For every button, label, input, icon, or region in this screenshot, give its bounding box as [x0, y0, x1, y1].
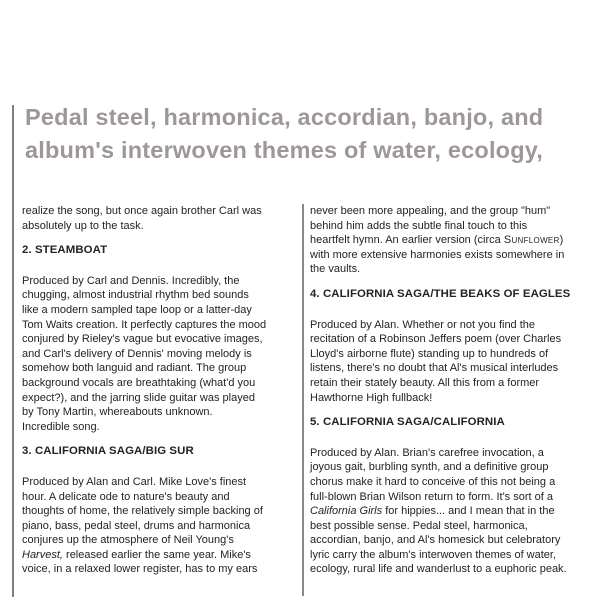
small-caps-album-title: Sunflower — [503, 234, 560, 247]
text-line: retain their stately beauty. All this from a former — [310, 376, 540, 389]
text-line: Tom Waits creation. It perfectly captures the mood — [22, 318, 267, 331]
text-line: chorus make it hard to conceive of this not being a — [310, 475, 556, 488]
text-line: ecology, rural life and wanderlust to a euphoric peak. — [310, 563, 567, 576]
text-line: the vaults. — [310, 263, 361, 276]
paragraph — [310, 204, 600, 277]
column-divider-rule — [302, 204, 304, 596]
text-line: voice, in a relaxed lower register, has to my ears — [22, 563, 258, 576]
text-line: with more extensive harmonies exists somewhere in — [310, 248, 565, 261]
text-line: behind him adds the subtle final touch to this — [310, 219, 528, 232]
text-line: listens, there's no doubt that Al's musical interludes — [310, 362, 559, 375]
text-line: thoughts of home, the relatively simple backing of — [22, 505, 263, 518]
text-line: Produced by Alan. Brian's carefree invocation, a — [310, 446, 544, 459]
italic-title: Harvest, — [22, 548, 63, 561]
text-line: by Tony Martin, whereabouts unknown. — [22, 406, 213, 419]
paragraph — [22, 475, 292, 577]
text-line: piano, bass, pedal steel, drums and harmonica — [22, 519, 251, 532]
text-line: Hawthorne High fullback! — [310, 391, 433, 404]
text-line: conjures up the atmosphere of Neil Young's — [22, 534, 234, 547]
text-column-left — [22, 204, 292, 587]
text-line: joyous gait, burbling synth, and a definitive group — [310, 461, 549, 474]
text-line: absolutely up to the task. — [22, 219, 144, 232]
paragraph — [22, 274, 292, 435]
paragraph — [310, 318, 600, 406]
text-line: accordian, banjo, and Al's homesick but celebratory — [310, 534, 561, 547]
song-heading: 5. CALIFORNIA SAGA/CALIFORNIA — [310, 416, 505, 429]
text-line: best possible sense. Pedal steel, harmonica, — [310, 519, 528, 532]
text-line: hour. A delicate ode to nature's beauty and — [22, 490, 230, 503]
headline-line-2: album's interwoven themes of water, ecology, — [25, 137, 544, 163]
text-line: and Carl's delivery of Dennis' moving melody is — [22, 347, 252, 360]
text-column-right — [310, 204, 600, 587]
text-line: Lloyd's airborne flute) standing up to hundreds of — [310, 347, 549, 360]
text-line: never been more appealing, and the group "hum" — [310, 205, 551, 217]
text-line: conjured by Rieley's vague but evocative images, — [22, 333, 263, 346]
text-line: lyric carry the album's interwoven themes of water, — [310, 548, 557, 561]
text-line: Produced by Carl and Dennis. Incredibly, the — [22, 274, 240, 287]
text-line: background vocals are breathtaking (what'd you — [22, 376, 256, 389]
song-heading: 2. STEAMBOAT — [22, 244, 108, 257]
text-line: recitation of a Robinson Jeffers poem (over Charles — [310, 333, 562, 346]
text-line: Incredible song. — [22, 420, 100, 433]
italic-title: California Girls — [310, 505, 383, 518]
text-line: realize the song, but once again brother Carl was — [22, 205, 262, 217]
text-line: California Girls for hippies... and I mean that in the — [310, 505, 555, 518]
song-heading: 4. CALIFORNIA SAGA/THE BEAKS OF EAGLES — [310, 287, 571, 300]
text-line: somehow both languid and radiant. The group — [22, 362, 247, 375]
paragraph — [22, 204, 292, 233]
text-line: expect?), and the jarring slide guitar was played — [22, 391, 255, 404]
text-line: chugging, almost industrial rhythm bed sounds — [22, 289, 249, 302]
text-line: Harvest, released earlier the same year. Mike's — [22, 548, 251, 561]
text-line: like a modern sampled tape loop or a latter-day — [22, 303, 252, 316]
text-line: Produced by Alan. Whether or not you find the — [310, 318, 536, 331]
song-heading: 3. CALIFORNIA SAGA/BIG SUR — [22, 445, 194, 458]
text-line: heartfelt hymn. An earlier version (circa Sunflower) — [310, 234, 564, 247]
headline-line-1: Pedal steel, harmonica, accordian, banjo, and — [25, 104, 544, 130]
paragraph — [310, 446, 600, 577]
pull-quote-headline — [25, 101, 543, 167]
left-margin-rule — [12, 105, 14, 597]
text-line: full-blown Brian Wilson return to form. It's sort of a — [310, 490, 553, 503]
text-line: Produced by Alan and Carl. Mike Love's finest — [22, 475, 247, 488]
